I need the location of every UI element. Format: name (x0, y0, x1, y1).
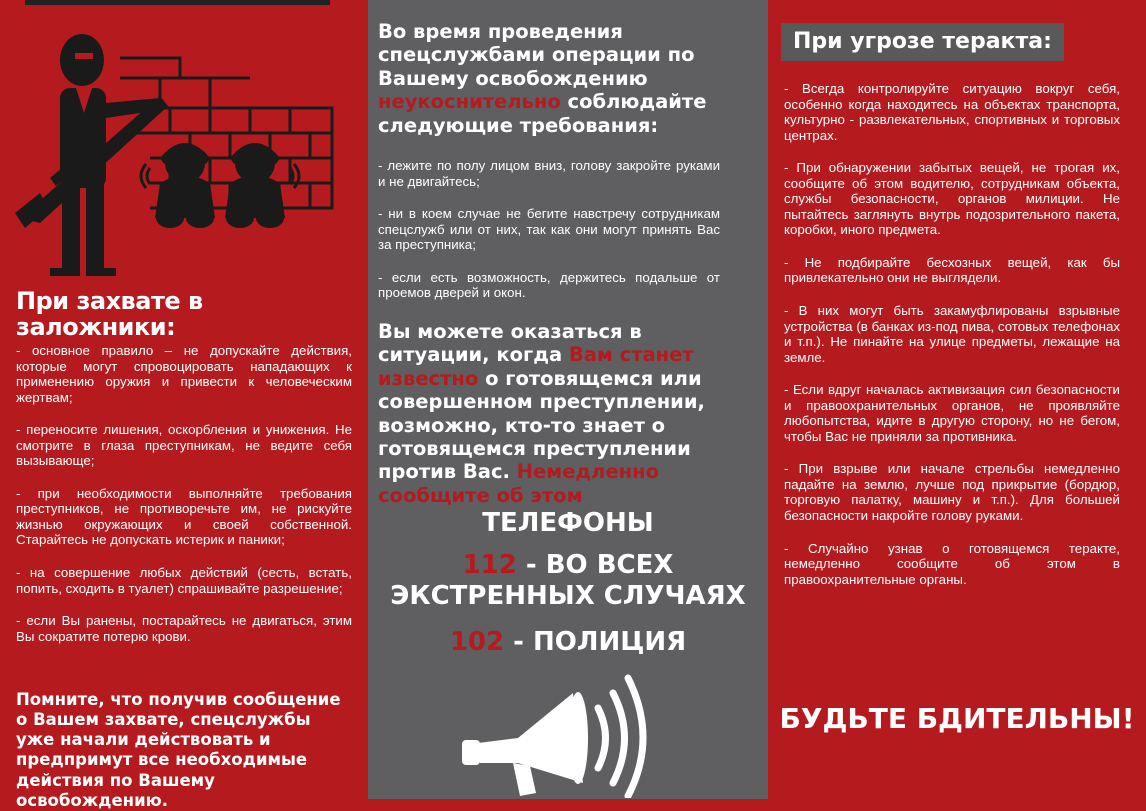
phone-emergency (368, 550, 768, 612)
list-item: - При взрыве или начале стрельбы немедленно падайте на землю, лучше под прикрытие (бордюр, торговую палатку, машину и т.п.). Для большей безопасности накройте голову руками. (784, 461, 1120, 524)
list-item: - если есть возможность, держитесь подальше от проемов дверей и окон. (378, 269, 720, 301)
situation-end: о готовящемся или совершенном преступлении, возможно, кто-то знает о готовящемся преступлении против Вас. (378, 366, 705, 484)
top-bar (25, 0, 330, 5)
phones-title: ТЕЛЕФОНЫ (482, 508, 654, 538)
left-column (0, 0, 368, 810)
list-item: - Если вдруг началась активизация сил безопасности и правоохранительных органов, не проявляйте любопытства, идите в другую сторону, но не бегом, чтобы Вас не приняли за противника. (784, 382, 1120, 444)
list-item: - если Вы ранены, постарайтесь не двигаться, этим Вы сократите потерю крови. (16, 613, 352, 644)
situation-start: Вы можете оказаться в ситуации, когда (378, 320, 642, 367)
situation-text (378, 320, 748, 507)
list-item: - лежите по полу лицом вниз, голову закройте руками и не двигайтесь; (378, 158, 720, 189)
middle-column (368, 0, 768, 799)
hostage-section-title: При захвате в заложники: (16, 287, 203, 342)
rescue-intro (378, 20, 758, 137)
threat-rules-list (784, 81, 1120, 604)
phone-police (368, 627, 768, 657)
hostages-icon (141, 143, 299, 228)
list-item: - основное правило – не допускайте действия, которые могут спровоцировать нападающих к применению оружия и привести к человеческим жертвам; (16, 343, 352, 405)
brick-wall-icon (120, 58, 332, 208)
hostage-scene (10, 18, 350, 283)
gunman-icon (15, 34, 168, 276)
vigilance-slogan: БУДЬТЕ БДИТЕЛЬНЫ! (779, 702, 1135, 735)
list-item: - В них могут быть закамуфлированы взрывные устройства (в банках из-под пива, сотовых телефонах и т.п.). Не пинайте на улице предметы, лежащие на земле. (784, 303, 1120, 365)
list-item: - при необходимости выполняйте требования преступников, не противоречьте им, не рискуйте жизнью окружающих и своей собственной. Старайтесь не допускать истерик и паники; (16, 485, 352, 548)
megaphone-icon (458, 668, 658, 798)
phone-police-label: - ПОЛИЦИЯ (504, 627, 687, 657)
right-column (768, 0, 1146, 799)
list-item: - переносите лишения, оскорбления и унижения. Не смотрите в глаза преступникам, не ведите себя вызывающе; (16, 422, 352, 469)
list-item: - на совершение любых действий (сесть, встать, попить, сходить в туалет) спрашивайте разрешение; (16, 565, 352, 596)
situation-highlight: Вам станет известно (378, 343, 694, 390)
list-item: - Случайно узнав о готовящемся теракте, немедленно сообщите об этом в правоохранительные органы. (784, 540, 1120, 587)
rescue-intro-end: соблюдайте следующие требования: (378, 90, 707, 137)
rescue-intro-highlight: неукоснительно (378, 90, 561, 114)
list-item: - При обнаружении забытых вещей, не трогая их, сообщите об этом водителю, сотрудникам объекта, службы безопасности, органов милиции. Не пытайтесь заглянуть внутрь подозрительного пакета, коробки, иного предмета. (784, 160, 1120, 238)
threat-section-title: При угрозе теракта: (781, 23, 1064, 61)
list-item: - ни в коем случае не бегите навстречу сотрудникам спецслужб или от них, так как они могут принять Вас за преступника; (378, 206, 720, 253)
situation-call: Немедленно сообщите об этом (378, 460, 660, 507)
list-item: - Всегда контролируйте ситуацию вокруг себя, особенно когда находитесь на объектах транспорта, культурно - развлекательных, спортивных и торговых центрах. (784, 81, 1120, 143)
rescue-rules-list (378, 158, 720, 318)
list-item: - Не подбирайте бесхозных вещей, как бы привлекательно они не выглядели. (784, 254, 1120, 286)
rescue-intro-start: Во время проведения спецслужбами операции по Вашему освобождению (378, 20, 695, 90)
phone-emergency-label: - ВО ВСЕХ ЭКСТРЕННЫХ СЛУЧАЯХ (390, 550, 746, 612)
phone-police-number: 102 (449, 627, 505, 657)
hostage-rules-list (16, 343, 352, 661)
hostage-reminder: Помните, что получив сообщение о Вашем захвате, спецслужбы уже начали действовать и предпримут все необходимые действия по Вашему освобождению. (16, 690, 341, 810)
phone-emergency-number: 112 (462, 550, 517, 580)
